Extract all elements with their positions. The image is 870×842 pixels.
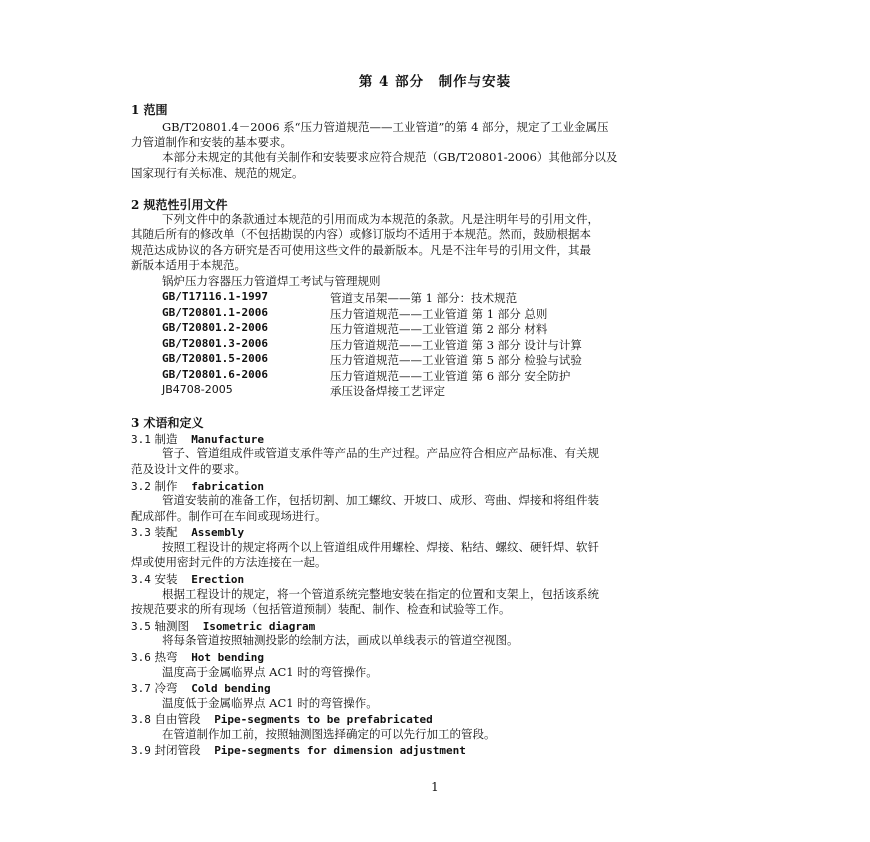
ref-code: GB/T20801.1-2006 [162,306,268,319]
term-cn: 装配 [154,525,178,539]
term-cn: 制作 [154,479,178,493]
term-en: Pipe-segments to be prefabricated [214,713,433,726]
term-heading [131,571,244,587]
term-definition: 管道安装前的准备工作，包括切割、加工螺纹、开坡口、成形、弯曲、焊接和将组件装 [162,493,599,507]
term-number: 3.1 [131,433,151,446]
term-heading [131,524,244,540]
ref-name: 承压设备焊接工艺评定 [330,384,445,398]
page-number: 1 [431,780,439,794]
section-2-line: 规范达成协议的各方研究是否可使用这些文件的最新版本。凡是不注年号的引用文件，其最 [131,243,591,257]
ref-code: GB/T20801.3-2006 [162,337,268,350]
term-cn: 自由管段 [154,712,201,726]
ref-code: GB/T20801.6-2006 [162,368,268,381]
ref-name: 压力管道规范——工业管道 第 6 部分 安全防护 [330,369,571,383]
section-1-line: 力管道制作和安装的基本要求。 [131,135,292,149]
term-cn: 轴测图 [154,619,190,633]
ref-code: GB/T20801.2-2006 [162,321,268,334]
section-2-heading: 2 规范性引用文件 [131,198,228,212]
term-heading [131,649,264,665]
term-heading [131,711,433,727]
ref-code: JB4708-2005 [162,383,233,396]
term-cn: 封闭管段 [154,743,201,757]
term-definition: 按照工程设计的规定将两个以上管道组成件用螺栓、焊接、粘结、螺纹、硬钎焊、软钎 [162,540,599,554]
term-definition: 管子、管道组成件或管道支承件等产品的生产过程。产品应符合相应产品标准、有关规 [162,446,599,460]
term-en: Hot bending [191,651,265,664]
term-number: 3.9 [131,744,151,757]
term-en: fabrication [191,480,265,493]
section-1-line: GB/T20801.4－2006 系“压力管道规范——工业管道”的第 4 部分，规定了工业金属压 [162,120,609,134]
ref-name: 压力管道规范——工业管道 第 2 部分 材料 [330,322,548,336]
term-cn: 冷弯 [154,681,178,695]
term-heading [131,680,271,696]
term-en: Erection [191,573,245,586]
term-cn: 热弯 [154,650,178,664]
section-1-line: 国家现行有关标准、规范的规定。 [131,166,304,180]
section-2-line: 其随后所有的修改单（不包括勘误的内容）或修订版均不适用于本规范。然而，鼓励根据本 [131,227,591,241]
ref-code: GB/T17116.1-1997 [162,290,268,303]
ref-code: GB/T20801.5-2006 [162,352,268,365]
term-definition: 温度高于金属临界点 AC1 时的弯管操作。 [162,665,378,679]
section-1-line: 本部分未规定的其他有关制作和安装要求应符合规范（GB/T20801-2006）其他部分以及 [162,150,618,164]
section-2-line: 新版本适用于本规范。 [131,258,246,272]
term-en: Isometric diagram [202,620,316,633]
term-definition: 将每条管道按照轴测投影的绘制方法，画成以单线表示的管道空视图。 [162,633,519,647]
term-heading [131,742,466,758]
term-en: Assembly [191,526,245,539]
term-definition: 焊或使用密封元件的方法连接在一起。 [131,555,327,569]
section-1-heading: 1 范围 [131,103,168,117]
term-number: 3.3 [131,526,151,539]
term-number: 3.5 [131,620,151,633]
term-heading [131,618,315,634]
term-en: Pipe-segments for dimension adjustment [214,744,466,757]
term-definition: 范及设计文件的要求。 [131,462,246,476]
term-definition: 在管道制作加工前，按照轴测图选择确定的可以先行加工的管段。 [162,727,496,741]
section-2-line: 下列文件中的条款通过本规范的引用而成为本规范的条款。凡是注明年号的引用文件， [162,212,599,226]
term-number: 3.2 [131,480,151,493]
ref-name: 压力管道规范——工业管道 第 3 部分 设计与计算 [330,338,582,352]
ref-name: 压力管道规范——工业管道 第 5 部分 检验与试验 [330,353,582,367]
section-3-heading: 3 术语和定义 [131,416,204,430]
term-definition: 温度低于金属临界点 AC1 时的弯管操作。 [162,696,378,710]
term-cn: 制造 [154,432,178,446]
term-heading [131,478,264,494]
term-en: Cold bending [191,682,271,695]
term-cn: 安装 [154,572,178,586]
term-number: 3.4 [131,573,151,586]
ref-name: 压力管道规范——工业管道 第 1 部分 总则 [330,307,548,321]
term-definition: 配成部件。制作可在车间或现场进行。 [131,509,327,523]
term-number: 3.6 [131,651,151,664]
term-heading [131,431,264,447]
term-definition: 按规范要求的所有现场（包括管道预制）装配、制作、检查和试验等工作。 [131,602,511,616]
term-en: Manufacture [191,433,265,446]
term-number: 3.8 [131,713,151,726]
section-2-line: 锅炉压力容器压力管道焊工考试与管理规则 [162,274,381,288]
term-definition: 根据工程设计的规定，将一个管道系统完整地安装在指定的位置和支架上，包括该系统 [162,587,599,601]
term-number: 3.7 [131,682,151,695]
page-title: 第 4 部分 制作与安装 [358,74,512,90]
ref-name: 管道支吊架——第 1 部分：技术规范 [330,291,518,305]
